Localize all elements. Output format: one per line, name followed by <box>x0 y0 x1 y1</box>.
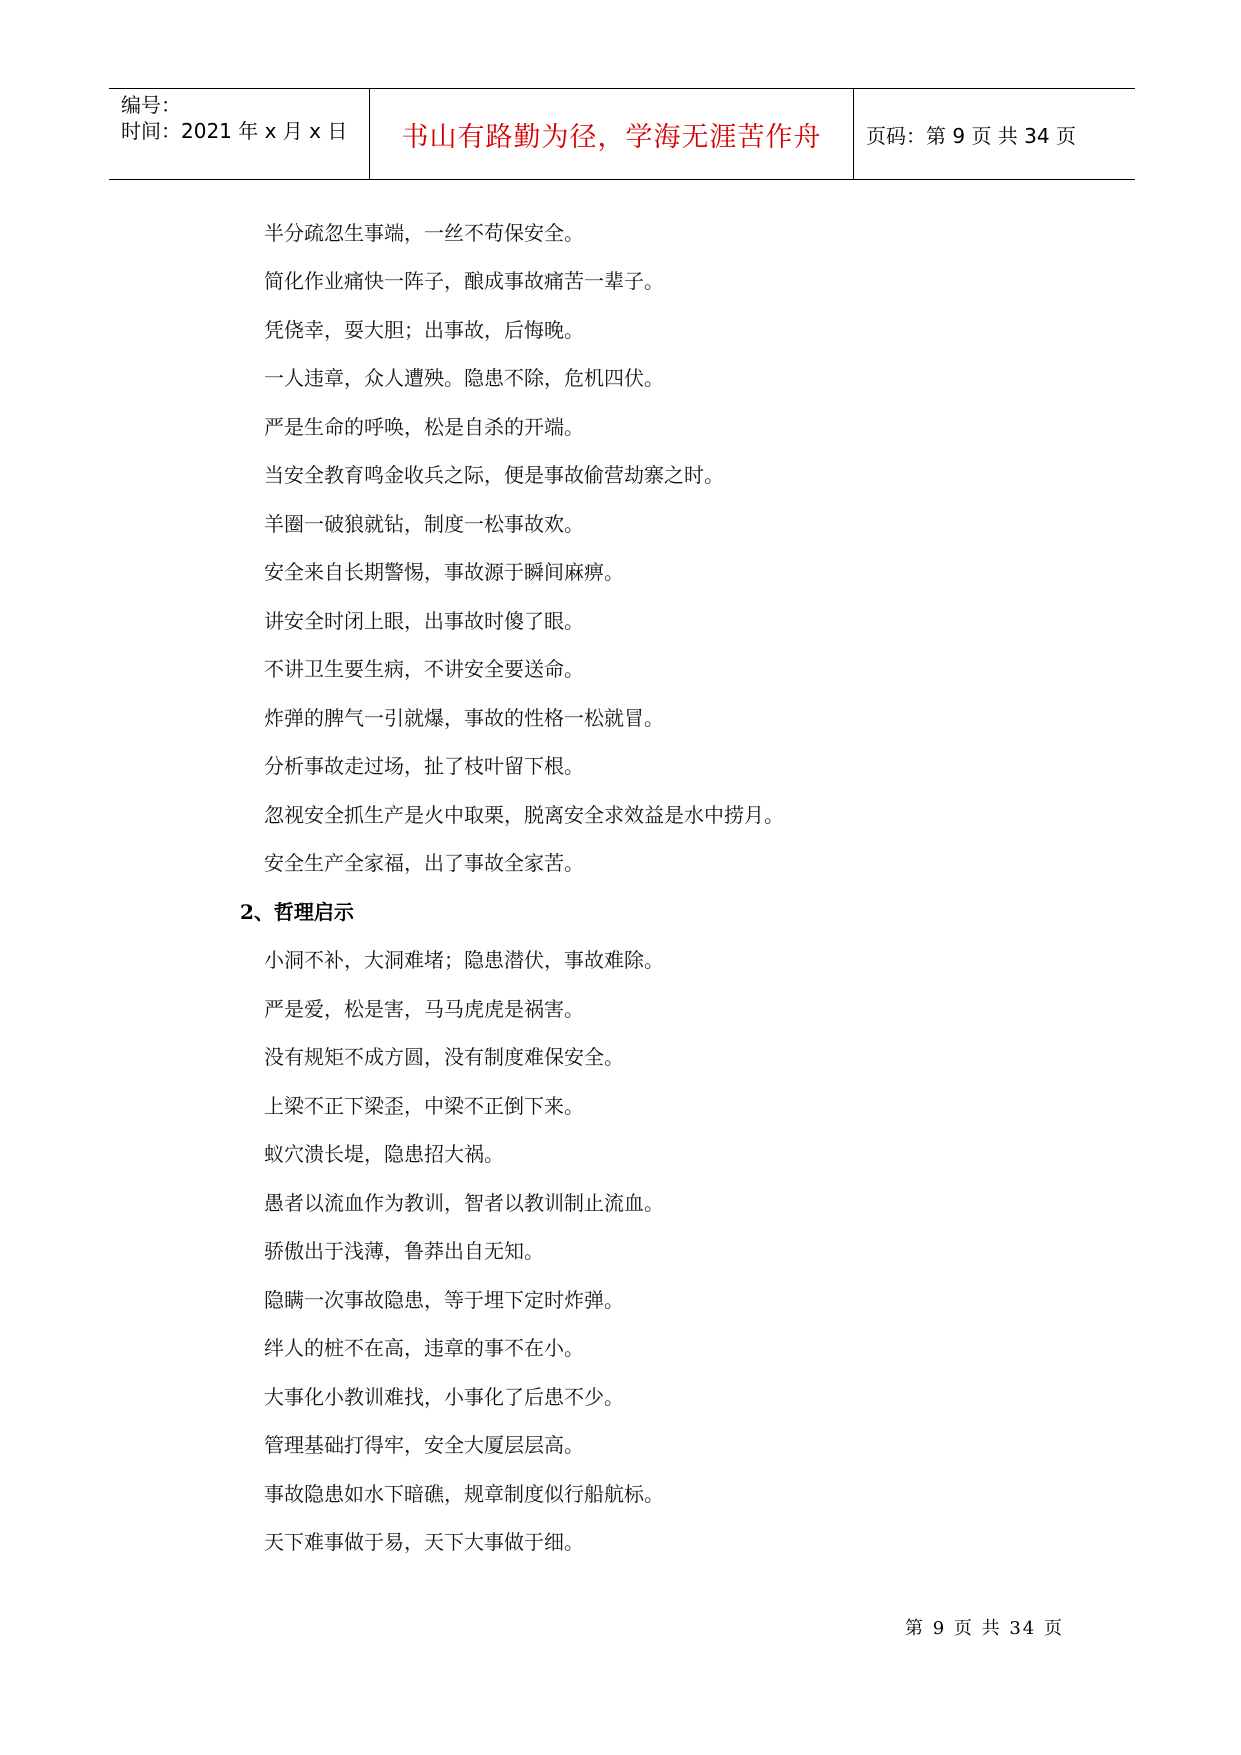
text-line: 隐瞒一次事故隐患，等于埋下定时炸弹。 <box>264 1288 624 1312</box>
text-line: 天下难事做于易，天下大事做于细。 <box>264 1530 584 1554</box>
text-line: 当安全教育鸣金收兵之际，便是事故偷营劫寨之时。 <box>264 463 724 487</box>
header-left-cell <box>109 89 370 179</box>
text-line: 讲安全时闭上眼，出事故时傻了眼。 <box>264 609 584 633</box>
text-line: 事故隐患如水下暗礁，规章制度似行船航标。 <box>264 1482 664 1506</box>
text-line: 小洞不补，大洞难堵；隐患潜伏，事故难除。 <box>264 948 664 972</box>
header-motto: 书山有路勤为径，学海无涯苦作舟 <box>401 121 822 153</box>
text-line: 愚者以流血作为教训，智者以教训制止流血。 <box>264 1191 664 1215</box>
text-line: 炸弹的脾气一引就爆，事故的性格一松就冒。 <box>264 706 664 730</box>
document-date-label: 时间：2021 年 x 月 x 日 <box>121 119 348 143</box>
text-line: 管理基础打得牢，安全大厦层层高。 <box>264 1433 584 1457</box>
text-line: 安全生产全家福，出了事故全家苦。 <box>264 851 584 875</box>
text-line: 凭侥幸，耍大胆；出事故，后悔晚。 <box>264 318 584 342</box>
text-line: 骄傲出于浅薄，鲁莽出自无知。 <box>264 1239 544 1263</box>
text-line: 严是爱，松是害，马马虎虎是祸害。 <box>264 997 584 1021</box>
text-line: 半分疏忽生事端，一丝不苟保安全。 <box>264 221 584 245</box>
text-line: 忽视安全抓生产是火中取栗，脱离安全求效益是水中捞月。 <box>264 803 784 827</box>
section-heading: 2、哲理启示 <box>240 900 354 924</box>
text-line: 安全来自长期警惕，事故源于瞬间麻痹。 <box>264 560 624 584</box>
text-line: 严是生命的呼唤，松是自杀的开端。 <box>264 415 584 439</box>
page-footer: 第 9 页 共 34 页 <box>905 1618 1064 1639</box>
text-line: 上梁不正下梁歪，中梁不正倒下来。 <box>264 1094 584 1118</box>
text-line: 一人违章，众人遭殃。隐患不除，危机四伏。 <box>264 366 664 390</box>
text-line: 羊圈一破狼就钻，制度一松事故欢。 <box>264 512 584 536</box>
header-table <box>109 88 1135 180</box>
text-line: 不讲卫生要生病，不讲安全要送命。 <box>264 657 584 681</box>
text-line: 没有规矩不成方圆，没有制度难保安全。 <box>264 1045 624 1069</box>
document-number-label: 编号： <box>121 93 181 117</box>
header-page-code: 页码：第 9 页 共 34 页 <box>866 123 1076 148</box>
header-motto-cell <box>370 89 854 179</box>
text-line: 分析事故走过场，扯了枝叶留下根。 <box>264 754 584 778</box>
text-line: 大事化小教训难找，小事化了后患不少。 <box>264 1385 624 1409</box>
header-page-cell <box>854 89 1135 179</box>
text-line: 蚁穴溃长堤，隐患招大祸。 <box>264 1142 504 1166</box>
text-line: 绊人的桩不在高，违章的事不在小。 <box>264 1336 584 1360</box>
text-line: 简化作业痛快一阵子，酿成事故痛苦一辈子。 <box>264 269 664 293</box>
